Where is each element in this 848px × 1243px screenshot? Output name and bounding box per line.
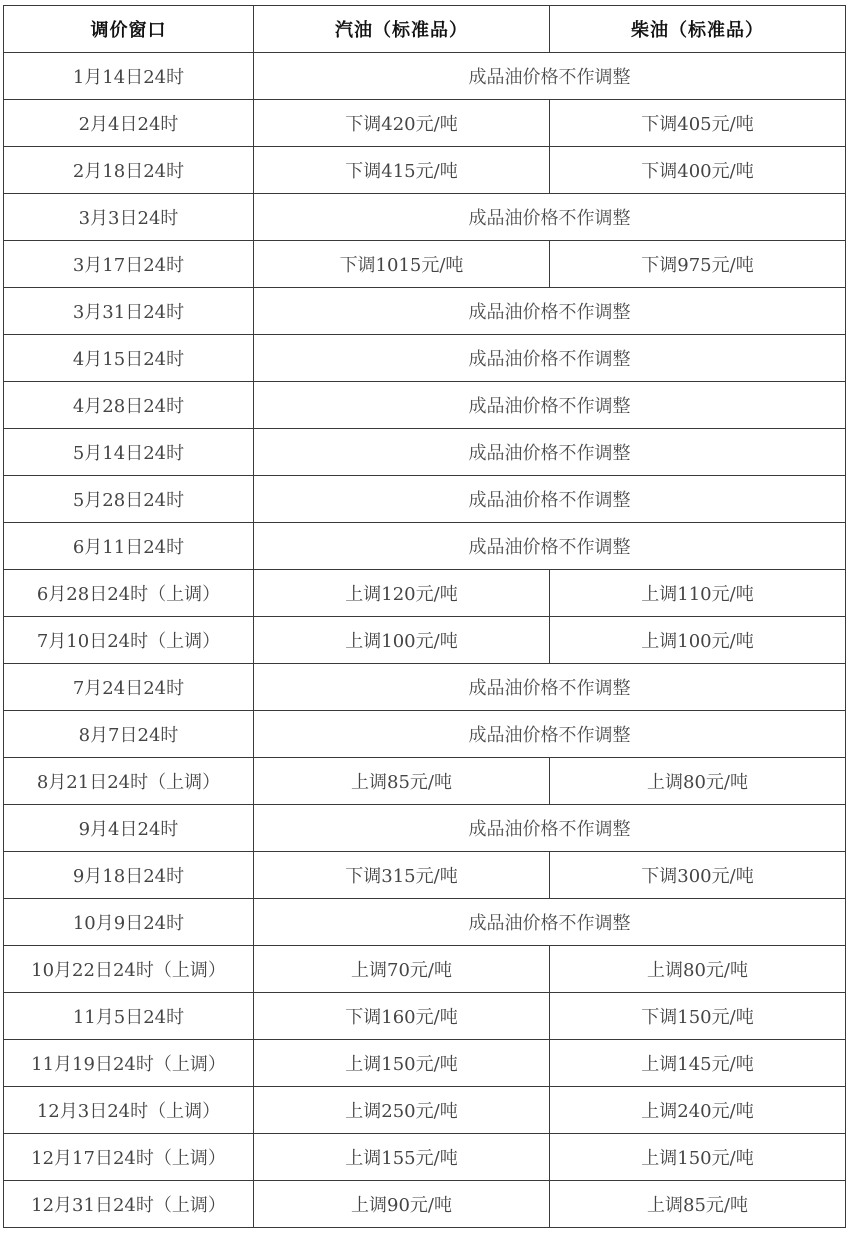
window-cell: 4月28日24时	[4, 382, 254, 429]
table-row	[4, 570, 846, 617]
gasoline-cell: 下调420元/吨	[254, 100, 550, 147]
gasoline-cell: 上调120元/吨	[254, 570, 550, 617]
diesel-cell: 上调240元/吨	[550, 1087, 846, 1134]
no-adjustment-cell: 成品油价格不作调整	[254, 711, 846, 758]
table-row	[4, 1087, 846, 1134]
diesel-cell: 上调150元/吨	[550, 1134, 846, 1181]
gasoline-cell: 上调100元/吨	[254, 617, 550, 664]
table-row	[4, 288, 846, 335]
table-row	[4, 241, 846, 288]
diesel-cell: 下调150元/吨	[550, 993, 846, 1040]
table-row	[4, 523, 846, 570]
table-row	[4, 335, 846, 382]
gasoline-cell: 上调90元/吨	[254, 1181, 550, 1228]
table-row	[4, 429, 846, 476]
table-row	[4, 946, 846, 993]
no-adjustment-cell: 成品油价格不作调整	[254, 523, 846, 570]
window-cell: 2月18日24时	[4, 147, 254, 194]
gasoline-cell: 下调415元/吨	[254, 147, 550, 194]
window-cell: 1月14日24时	[4, 53, 254, 100]
table-row	[4, 147, 846, 194]
table-row	[4, 1134, 846, 1181]
window-cell: 11月5日24时	[4, 993, 254, 1040]
table-row	[4, 1040, 846, 1087]
window-cell: 6月11日24时	[4, 523, 254, 570]
table-row	[4, 1181, 846, 1228]
window-cell: 8月21日24时（上调）	[4, 758, 254, 805]
gasoline-cell: 上调85元/吨	[254, 758, 550, 805]
gasoline-cell: 上调250元/吨	[254, 1087, 550, 1134]
diesel-cell: 上调145元/吨	[550, 1040, 846, 1087]
header-gasoline: 汽油（标准品）	[254, 6, 550, 53]
no-adjustment-cell: 成品油价格不作调整	[254, 382, 846, 429]
no-adjustment-cell: 成品油价格不作调整	[254, 335, 846, 382]
diesel-cell: 下调975元/吨	[550, 241, 846, 288]
table-row	[4, 899, 846, 946]
no-adjustment-cell: 成品油价格不作调整	[254, 805, 846, 852]
window-cell: 3月3日24时	[4, 194, 254, 241]
gasoline-cell: 下调315元/吨	[254, 852, 550, 899]
gasoline-cell: 上调155元/吨	[254, 1134, 550, 1181]
table-row	[4, 758, 846, 805]
window-cell: 4月15日24时	[4, 335, 254, 382]
table-row	[4, 53, 846, 100]
window-cell: 5月14日24时	[4, 429, 254, 476]
window-cell: 7月24日24时	[4, 664, 254, 711]
no-adjustment-cell: 成品油价格不作调整	[254, 429, 846, 476]
diesel-cell: 上调80元/吨	[550, 946, 846, 993]
table-body	[4, 53, 846, 1228]
table-row	[4, 100, 846, 147]
window-cell: 8月7日24时	[4, 711, 254, 758]
diesel-cell: 下调405元/吨	[550, 100, 846, 147]
no-adjustment-cell: 成品油价格不作调整	[254, 664, 846, 711]
table-row	[4, 664, 846, 711]
table-row	[4, 852, 846, 899]
window-cell: 9月4日24时	[4, 805, 254, 852]
gasoline-cell: 下调160元/吨	[254, 993, 550, 1040]
price-adjustment-table-container	[3, 5, 846, 1228]
table-row	[4, 617, 846, 664]
table-row	[4, 711, 846, 758]
window-cell: 12月17日24时（上调）	[4, 1134, 254, 1181]
window-cell: 5月28日24时	[4, 476, 254, 523]
window-cell: 9月18日24时	[4, 852, 254, 899]
diesel-cell: 上调110元/吨	[550, 570, 846, 617]
table-row	[4, 194, 846, 241]
diesel-cell: 上调80元/吨	[550, 758, 846, 805]
no-adjustment-cell: 成品油价格不作调整	[254, 194, 846, 241]
no-adjustment-cell: 成品油价格不作调整	[254, 53, 846, 100]
no-adjustment-cell: 成品油价格不作调整	[254, 288, 846, 335]
no-adjustment-cell: 成品油价格不作调整	[254, 899, 846, 946]
header-window: 调价窗口	[4, 6, 254, 53]
window-cell: 6月28日24时（上调）	[4, 570, 254, 617]
gasoline-cell: 上调70元/吨	[254, 946, 550, 993]
diesel-cell: 上调85元/吨	[550, 1181, 846, 1228]
window-cell: 11月19日24时（上调）	[4, 1040, 254, 1087]
window-cell: 10月22日24时（上调）	[4, 946, 254, 993]
diesel-cell: 下调300元/吨	[550, 852, 846, 899]
table-row	[4, 993, 846, 1040]
table-row	[4, 476, 846, 523]
header-diesel: 柴油（标准品）	[550, 6, 846, 53]
diesel-cell: 上调100元/吨	[550, 617, 846, 664]
table-row	[4, 382, 846, 429]
window-cell: 12月31日24时（上调）	[4, 1181, 254, 1228]
window-cell: 10月9日24时	[4, 899, 254, 946]
no-adjustment-cell: 成品油价格不作调整	[254, 476, 846, 523]
gasoline-cell: 下调1015元/吨	[254, 241, 550, 288]
table-header-row	[4, 6, 846, 53]
price-adjustment-table	[3, 5, 846, 1228]
window-cell: 2月4日24时	[4, 100, 254, 147]
table-row	[4, 805, 846, 852]
window-cell: 12月3日24时（上调）	[4, 1087, 254, 1134]
window-cell: 3月17日24时	[4, 241, 254, 288]
window-cell: 3月31日24时	[4, 288, 254, 335]
gasoline-cell: 上调150元/吨	[254, 1040, 550, 1087]
window-cell: 7月10日24时（上调）	[4, 617, 254, 664]
diesel-cell: 下调400元/吨	[550, 147, 846, 194]
